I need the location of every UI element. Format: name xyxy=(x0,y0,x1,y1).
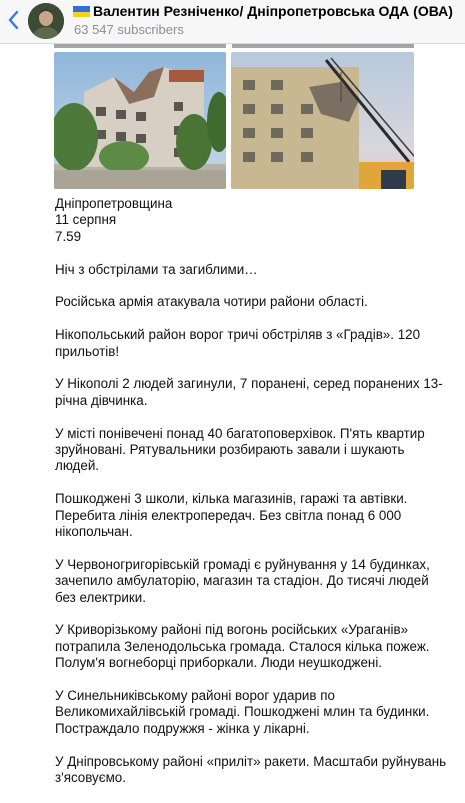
post-paragraph: У Синельниківському районі ворог ударив по Великомихайлівській громаді. Пошкоджені млин та будинки. Постраждало подружжя - жінка у лікарні. xyxy=(55,688,430,736)
channel-title[interactable] xyxy=(73,3,453,19)
photo-damaged-building-2[interactable] xyxy=(231,52,414,189)
post-body xyxy=(55,196,450,803)
post-paragraph: Пошкоджені 3 школи, кілька магазинів, гаражі та автівки. Перебита лінія електропередач. Без світла понад 6 000 нікопольчан. xyxy=(55,491,408,540)
back-chevron-icon[interactable] xyxy=(6,9,22,31)
post-paragraph: У Криворізькому районі під вогонь російських «Ураганів» потрапила Зеленодольська громада. Сталося кілька пожеж. Полум'я вогнеборці приборкали. Люди неушкоджені. xyxy=(55,622,430,671)
post-date: 11 серпня xyxy=(55,212,117,228)
post-paragraph: Російська армія атакувала чотири райони області. xyxy=(55,294,368,310)
post-region: Дніпропетровщина xyxy=(55,196,173,211)
post-paragraph: Нікопольський район ворог тричі обстріляв з «Градів». 120 прильотів! xyxy=(55,327,421,359)
photo-damaged-building-1[interactable] xyxy=(54,52,226,189)
post-meta xyxy=(55,196,450,245)
photo-top-strip-right[interactable] xyxy=(232,44,414,48)
post-paragraph: Ніч з обстрілами та загиблими… xyxy=(55,261,258,277)
channel-header xyxy=(0,0,465,44)
post-time: 7.59 xyxy=(55,228,82,244)
photo-album xyxy=(54,44,414,189)
channel-title-text: Валентин Резніченко/ Дніпропетровська ОДА (ОВА) xyxy=(93,3,453,19)
photo-top-strip-left[interactable] xyxy=(54,44,226,48)
channel-avatar[interactable] xyxy=(28,3,64,39)
post-paragraph: У Нікополі 2 людей загинули, 7 поранені, серед поранених 13-річна дівчинка. xyxy=(55,376,443,408)
post-paragraph: У місті понівечені понад 40 багатоповерхівок. П'ять квартир зруйновані. Рятувальники розбирають завали і шукають людей. xyxy=(55,425,425,474)
ukraine-flag-icon xyxy=(73,6,90,17)
subscriber-count: 63 547 subscribers xyxy=(74,22,184,37)
post-paragraph: У Дніпровському районі «приліт» ракети. Масштаби руйнувань з'ясовуємо. xyxy=(55,753,447,786)
post-paragraph: У Червоногригорівській громаді є руйнування у 14 будинках, зачепило амбулаторію, магазин та стадіон. До тисячі людей без електрики. xyxy=(55,556,430,605)
